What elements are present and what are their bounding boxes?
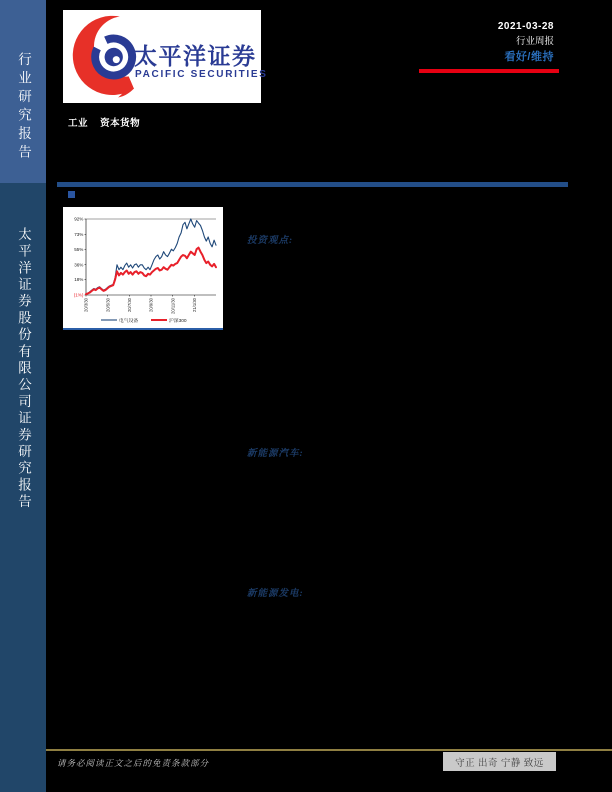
sub-industry-label: 资本货物 xyxy=(100,118,141,129)
sidebar-bottom-band xyxy=(0,183,46,792)
svg-text:20/11/30: 20/11/30 xyxy=(170,298,176,314)
performance-chart xyxy=(63,207,223,328)
footer-disclaimer: 请务必阅读正文之后的免责条款部分 xyxy=(57,758,210,768)
sidebar-top-band xyxy=(0,0,46,183)
heading-new-energy-power: 新能源发电: xyxy=(247,589,304,599)
svg-text:20/5/30: 20/5/30 xyxy=(105,298,111,312)
company-motto-badge xyxy=(443,752,556,771)
svg-text:电气设备: 电气设备 xyxy=(119,318,139,324)
svg-text:20/7/30: 20/7/30 xyxy=(126,298,132,312)
company-motto: 守正 出奇 宁静 致远 xyxy=(455,758,544,769)
heading-new-energy-vehicles: 新能源汽车: xyxy=(247,449,304,459)
report-meta xyxy=(498,22,554,63)
sidebar-company-label: 太平洋证券股份有限公司证券研究报告 xyxy=(16,227,31,511)
report-date: 2021-03-28 xyxy=(497,21,554,32)
report-type: 行业周报 xyxy=(515,36,554,47)
svg-text:36%: 36% xyxy=(74,262,84,268)
logo-english-name: PACIFIC SECURITIES xyxy=(135,69,268,80)
rating-badge: 看好/维持 xyxy=(504,50,554,63)
company-logo xyxy=(63,10,268,103)
svg-text:73%: 73% xyxy=(74,232,84,238)
logo-chinese-name: 太平洋证券 xyxy=(134,43,257,69)
footer-divider-line xyxy=(46,749,612,751)
sector-performance-chart-box xyxy=(63,207,223,330)
section-bullet-icon xyxy=(68,191,75,198)
svg-text:18%: 18% xyxy=(74,277,84,283)
industry-label: 工业 xyxy=(68,118,89,129)
header-divider-bar xyxy=(57,182,568,187)
svg-text:20/9/30: 20/9/30 xyxy=(148,298,154,312)
heading-investment-view: 投资观点: xyxy=(247,236,294,246)
svg-text:20/3/30: 20/3/30 xyxy=(83,298,89,312)
rating-underline xyxy=(419,69,559,73)
svg-text:92%: 92% xyxy=(74,216,84,222)
svg-text:沪深300: 沪深300 xyxy=(169,318,187,324)
industry-classification xyxy=(68,115,140,129)
svg-text:55%: 55% xyxy=(74,246,84,252)
sidebar-report-type-label: 行业研究报告 xyxy=(16,52,31,163)
svg-text:21/1/30: 21/1/30 xyxy=(191,298,197,312)
svg-text:(1%): (1%) xyxy=(73,292,84,298)
